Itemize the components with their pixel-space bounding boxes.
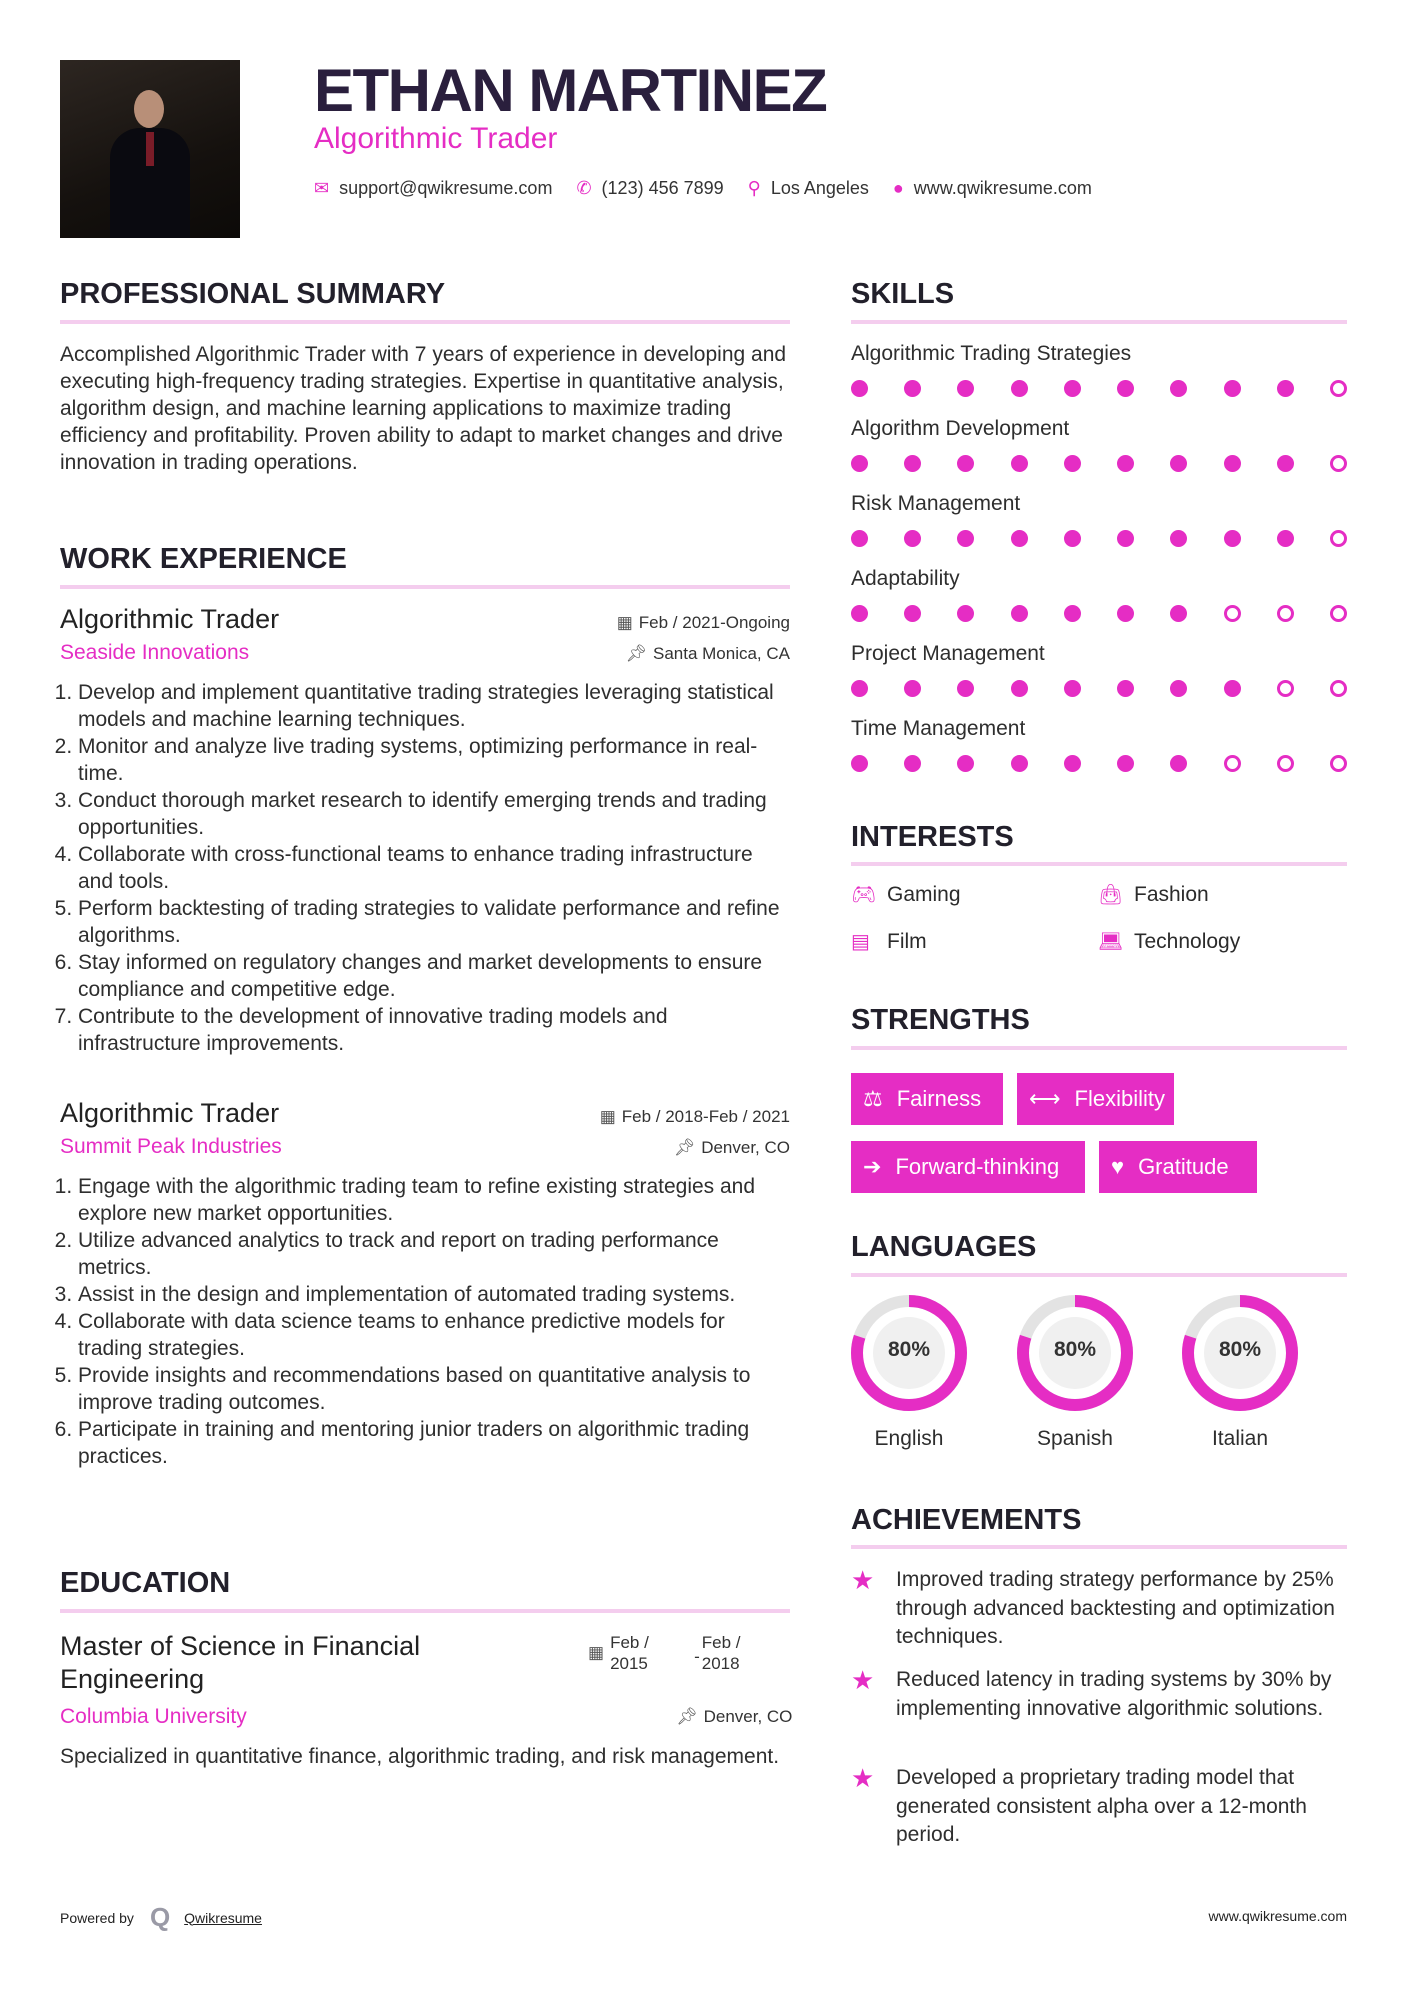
calendar-icon: ▦: [588, 1643, 605, 1662]
list-item: 6. Stay informed on regulatory changes and market developments to ensure compliance and competitive edge.: [78, 949, 790, 1003]
skill-rating: [851, 530, 1347, 547]
list-item: 2. Utilize advanced analytics to track and report on trading performance metrics.: [78, 1227, 790, 1281]
skill-name: Adaptability: [851, 567, 960, 590]
rating-dot-filled: [851, 380, 868, 397]
rating-dot-filled: [1011, 455, 1028, 472]
shopping-bag-icon: 👜︎: [1098, 884, 1124, 906]
degree-title: Master of Science in Financial Engineering: [60, 1631, 421, 1694]
achievement-item: [851, 1764, 1347, 1850]
film-icon: ▤: [851, 931, 870, 953]
contact-email[interactable]: support@qwikresume.com: [339, 178, 553, 198]
divider: [60, 320, 790, 324]
phone-icon: ✆: [576, 178, 592, 198]
skill-name: Algorithm Development: [851, 417, 1070, 440]
achievement-text: Reduced latency in trading systems by 30% by implementing innovative algorithmic solutions.: [896, 1668, 1332, 1720]
heart-icon: ♥: [1111, 1154, 1125, 1179]
rating-dot-filled: [957, 605, 974, 622]
rating-dot-filled: [1117, 380, 1134, 397]
calendar-icon: ▦: [616, 613, 633, 632]
achievement-item: [851, 1666, 1347, 1723]
education-location-wrap: [676, 1707, 792, 1727]
rating-dot-filled: [957, 755, 974, 772]
rating-dot-filled: [904, 755, 921, 772]
star-icon: ★: [851, 1665, 875, 1695]
skill-name: Time Management: [851, 717, 1026, 740]
achievements-heading: ACHIEVEMENTS: [851, 1504, 1082, 1536]
rating-dot-filled: [1277, 380, 1294, 397]
rating-dot-filled: [1064, 455, 1081, 472]
skill-rating: [851, 680, 1347, 697]
calendar-icon: ▦: [599, 1107, 616, 1126]
gamepad-icon: 🎮︎: [851, 884, 877, 906]
rating-dot-filled: [1170, 605, 1187, 622]
job-bullets: [60, 679, 790, 1057]
language-name: Italian: [1211, 1427, 1269, 1450]
job-location: Denver, CO: [701, 1138, 790, 1157]
list-item: 6. Participate in training and mentoring junior traders on algorithmic trading practices.: [78, 1416, 790, 1470]
rating-dot-filled: [957, 530, 974, 547]
pushpin-icon: 📌︎: [625, 644, 647, 663]
arrow-right-icon: ➔: [863, 1154, 882, 1179]
balance-scale-icon: ⚖: [863, 1086, 883, 1111]
skill-rating: [851, 755, 1347, 772]
rating-dot-empty: [1330, 605, 1347, 622]
interest-label: Gaming: [887, 882, 961, 906]
language-item: [847, 1291, 971, 1451]
skill-item: [851, 417, 1347, 492]
powered-by-label: Powered by: [60, 1909, 134, 1926]
pushpin-icon: 📌︎: [676, 1707, 698, 1726]
rating-dot-filled: [1224, 530, 1241, 547]
skill-rating: [851, 455, 1347, 472]
footer-website[interactable]: www.qwikresume.com: [1208, 1908, 1347, 1924]
skill-item: [851, 567, 1347, 642]
skill-item: [851, 717, 1347, 792]
rating-dot-filled: [1170, 755, 1187, 772]
strength-label: Gratitude: [1138, 1154, 1229, 1179]
rating-dot-filled: [1277, 455, 1294, 472]
job-dates: Feb / 2018-Feb / 2021: [621, 1107, 790, 1126]
languages-heading: LANGUAGES: [851, 1231, 1037, 1263]
education-location: Denver, CO: [703, 1707, 793, 1726]
rating-dot-filled: [1011, 530, 1028, 547]
star-icon: ★: [851, 1763, 875, 1793]
rating-dot-filled: [1064, 605, 1081, 622]
rating-dot-filled: [904, 605, 921, 622]
rating-dot-empty: [1277, 680, 1294, 697]
contact-location: Los Angeles: [770, 178, 869, 198]
rating-dot-filled: [1170, 680, 1187, 697]
map-pin-icon: ⚲: [747, 178, 761, 198]
rating-dot-filled: [1011, 380, 1028, 397]
list-item: 5. Perform backtesting of trading strategies to validate performance and refine algorithms.: [78, 895, 790, 949]
rating-dot-empty: [1224, 755, 1241, 772]
strength-tag: [851, 1073, 1003, 1125]
contact-website[interactable]: www.qwikresume.com: [913, 178, 1092, 198]
rating-dot-filled: [957, 680, 974, 697]
rating-dot-empty: [1330, 755, 1347, 772]
rating-dot-filled: [851, 680, 868, 697]
rating-dot-filled: [1224, 680, 1241, 697]
interest-label: Technology: [1134, 929, 1241, 953]
rating-dot-filled: [1117, 680, 1134, 697]
divider: [851, 1545, 1347, 1549]
rating-dot-filled: [1011, 755, 1028, 772]
skill-rating: [851, 380, 1347, 397]
rating-dot-empty: [1330, 530, 1347, 547]
language-percent: 80%: [887, 1338, 931, 1361]
qwikresume-logo-icon: Q: [149, 1902, 171, 1932]
rating-dot-filled: [1064, 680, 1081, 697]
rating-dot-filled: [1170, 380, 1187, 397]
footer-powered: [60, 1902, 262, 1933]
strengths-heading: STRENGTHS: [851, 1004, 1030, 1036]
school-name: Columbia University: [60, 1705, 247, 1728]
list-item: 1. Develop and implement quantitative trading strategies leveraging statistical models and machine learning techniques.: [78, 679, 790, 733]
rating-dot-filled: [1224, 380, 1241, 397]
company-name: Summit Peak Industries: [60, 1135, 282, 1158]
pushpin-icon: 📌︎: [673, 1138, 696, 1157]
language-percent: 80%: [1218, 1338, 1262, 1361]
rating-dot-filled: [957, 455, 974, 472]
arrows-h-icon: ⟷: [1029, 1086, 1061, 1111]
brand-link[interactable]: Qwikresume: [184, 1909, 262, 1926]
skills-list: [851, 342, 1347, 792]
rating-dot-filled: [1277, 530, 1294, 547]
strength-tag: [1099, 1141, 1257, 1193]
globe-icon: ●: [892, 178, 904, 198]
divider: [851, 1273, 1347, 1277]
rating-dot-empty: [1330, 380, 1347, 397]
job-title: Algorithmic Trader: [60, 604, 280, 634]
laptop-icon: 💻︎: [1098, 931, 1124, 953]
list-item: 5. Provide insights and recommendations based on quantitative analysis to improve trading outcomes.: [78, 1362, 790, 1416]
interest-item: [1098, 882, 1209, 907]
rating-dot-filled: [1117, 455, 1134, 472]
list-item: 1. Engage with the algorithmic trading team to refine existing strategies and explore new market opportunities.: [78, 1173, 790, 1227]
skill-item: [851, 342, 1347, 417]
rating-dot-filled: [904, 680, 921, 697]
interest-item: [851, 929, 927, 954]
summary-heading: PROFESSIONAL SUMMARY: [60, 278, 446, 310]
rating-dot-filled: [1224, 455, 1241, 472]
list-item: 4. Collaborate with cross-functional teams to enhance trading infrastructure and tools.: [78, 841, 790, 895]
language-name: Spanish: [1037, 1427, 1113, 1450]
skill-rating: [851, 605, 1347, 622]
divider: [60, 1609, 790, 1613]
rating-dot-empty: [1224, 605, 1241, 622]
interest-item: [1098, 929, 1240, 954]
skill-item: [851, 492, 1347, 567]
achievement-text: Improved trading strategy performance by 25% through advanced backtesting and optimization techniques.: [896, 1568, 1335, 1648]
education-heading: EDUCATION: [60, 1567, 231, 1599]
rating-dot-filled: [851, 605, 868, 622]
divider: [851, 320, 1347, 324]
language-percent: 80%: [1053, 1338, 1097, 1361]
language-name: English: [874, 1427, 944, 1450]
job-entry: [60, 604, 790, 1057]
rating-dot-empty: [1330, 680, 1347, 697]
interests-heading: INTERESTS: [851, 821, 1014, 853]
achievement-item: [851, 1566, 1347, 1652]
rating-dot-filled: [851, 455, 868, 472]
rating-dot-filled: [904, 530, 921, 547]
job-entry: [60, 1098, 790, 1470]
company-name: Seaside Innovations: [60, 641, 250, 664]
star-icon: ★: [851, 1565, 875, 1595]
rating-dot-filled: [1011, 680, 1028, 697]
summary-text: Accomplished Algorithmic Trader with 7 years of experience in developing and executing high-frequency trading strategies. Expertise in quantitative analysis, algorithm design, and machine learning applications to maximize trading efficiency and profitability. Proven ability to adapt to market changes and drive innovation in trading operations.: [60, 343, 787, 474]
rating-dot-filled: [1117, 530, 1134, 547]
rating-dot-filled: [1170, 530, 1187, 547]
strength-tag: [851, 1141, 1085, 1193]
achievement-text: Developed a proprietary trading model that generated consistent alpha over a 12-month period.: [896, 1766, 1307, 1846]
language-item: [1178, 1291, 1302, 1451]
candidate-name: ETHAN MARTINEZ: [314, 57, 827, 124]
list-item: 3. Assist in the design and implementation of automated trading systems.: [78, 1281, 790, 1308]
skills-heading: SKILLS: [851, 278, 955, 310]
list-item: 4. Collaborate with data science teams to enhance predictive models for trading strategies.: [78, 1308, 790, 1362]
education-dates: [588, 1632, 762, 1674]
date-separator: -: [694, 1647, 700, 1666]
rating-dot-filled: [1117, 755, 1134, 772]
rating-dot-filled: [1064, 530, 1081, 547]
contact-phone: (123) 456 7899: [601, 178, 724, 198]
rating-dot-empty: [1330, 455, 1347, 472]
contact-row: [314, 178, 1092, 199]
education-description: Specialized in quantitative finance, algorithmic trading, and risk management.: [60, 1745, 780, 1768]
job-bullets: [60, 1173, 790, 1470]
interest-label: Fashion: [1134, 882, 1209, 906]
rating-dot-filled: [851, 755, 868, 772]
rating-dot-filled: [904, 455, 921, 472]
rating-dot-filled: [851, 530, 868, 547]
job-title: Algorithmic Trader: [314, 122, 558, 155]
rating-dot-empty: [1277, 605, 1294, 622]
divider: [851, 862, 1347, 866]
strength-label: Flexibility: [1074, 1086, 1166, 1111]
rating-dot-filled: [1117, 605, 1134, 622]
interest-item: [851, 882, 961, 907]
list-item: 7. Contribute to the development of innovative trading models and infrastructure improvements.: [78, 1003, 790, 1057]
rating-dot-filled: [1011, 605, 1028, 622]
divider: [851, 1046, 1347, 1050]
strength-tag: [1017, 1073, 1174, 1125]
list-item: 2. Monitor and analyze live trading systems, optimizing performance in real-time.: [78, 733, 790, 787]
rating-dot-filled: [1170, 455, 1187, 472]
skill-item: [851, 642, 1347, 717]
skill-name: Risk Management: [851, 492, 1021, 515]
profile-photo: [60, 60, 240, 238]
education-end: Feb / 2018: [701, 1633, 741, 1673]
rating-dot-filled: [957, 380, 974, 397]
rating-dot-empty: [1277, 755, 1294, 772]
strength-label: Forward-thinking: [895, 1154, 1060, 1179]
list-item: 3. Conduct thorough market research to identify emerging trends and trading opportunities.: [78, 787, 790, 841]
language-item: [1013, 1291, 1137, 1451]
education-start: Feb / 2015: [610, 1633, 649, 1673]
skill-name: Project Management: [851, 642, 1045, 665]
rating-dot-filled: [1064, 755, 1081, 772]
experience-heading: WORK EXPERIENCE: [60, 543, 347, 575]
divider: [60, 585, 790, 589]
interest-label: Film: [887, 929, 927, 953]
job-title: Algorithmic Trader: [60, 1098, 280, 1128]
rating-dot-filled: [1064, 380, 1081, 397]
skill-name: Algorithmic Trading Strategies: [851, 342, 1132, 365]
job-location: Santa Monica, CA: [652, 644, 790, 663]
envelope-icon: ✉: [314, 178, 330, 198]
rating-dot-filled: [904, 380, 921, 397]
strength-label: Fairness: [896, 1086, 982, 1111]
job-dates: Feb / 2021-Ongoing: [638, 613, 790, 632]
